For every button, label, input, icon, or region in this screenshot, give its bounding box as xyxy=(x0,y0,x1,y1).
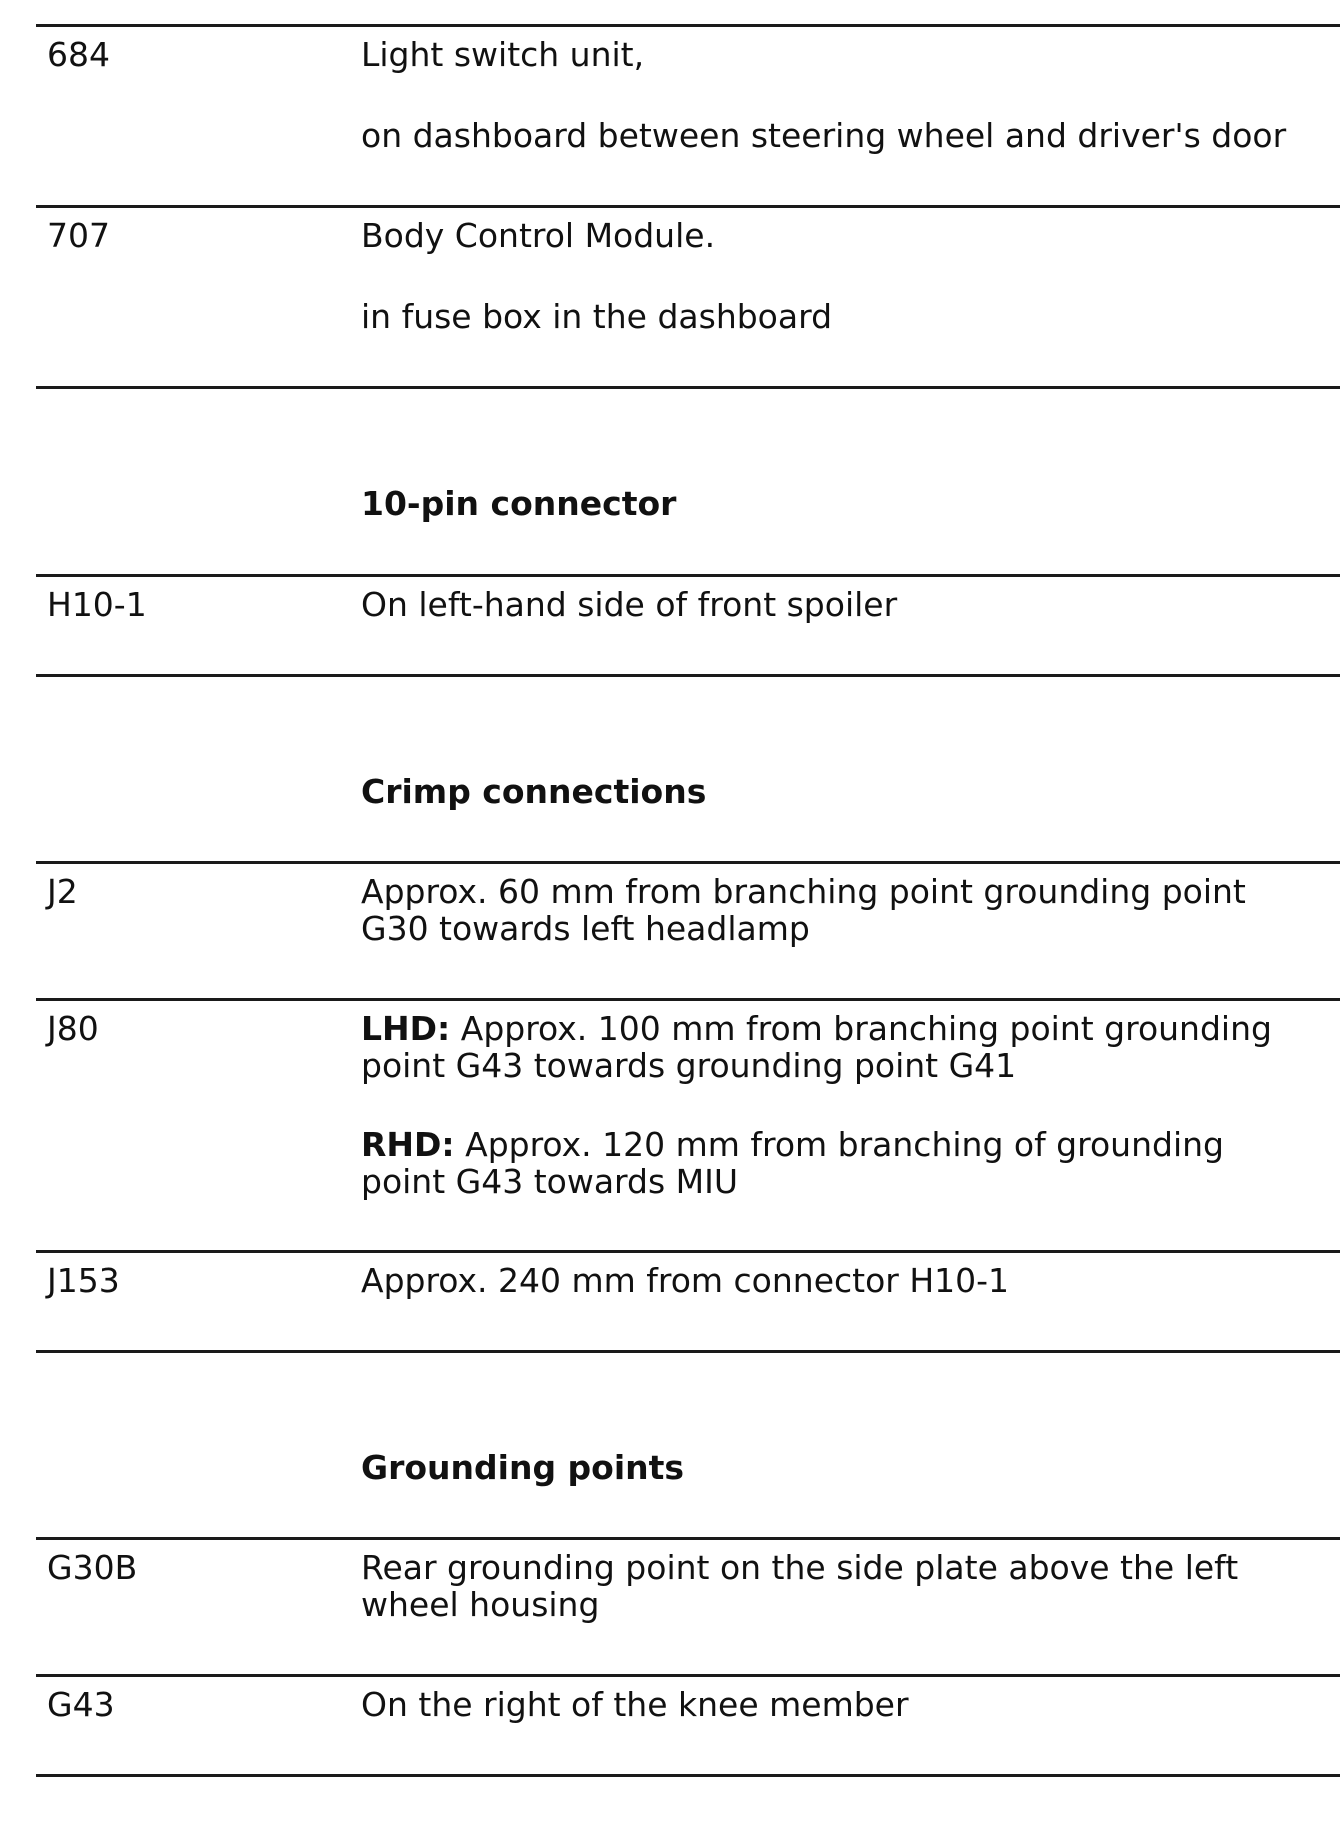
component-description xyxy=(361,586,1321,623)
component-code: G30B xyxy=(47,1548,138,1587)
component-code: G43 xyxy=(47,1685,115,1724)
rhd-text: Approx. 120 mm from branching of grounding xyxy=(454,1125,1224,1164)
section-heading-grounding: Grounding points xyxy=(361,1448,685,1487)
description-line: On the right of the knee member xyxy=(361,1685,909,1724)
table-rule xyxy=(36,574,1340,577)
component-code: J153 xyxy=(47,1261,120,1300)
component-description xyxy=(361,1010,1321,1200)
table-rule xyxy=(36,386,1340,389)
table-rule xyxy=(36,1350,1340,1353)
section-heading-crimp: Crimp connections xyxy=(361,772,707,811)
component-description xyxy=(361,36,1321,154)
description-line: in fuse box in the dashboard xyxy=(361,297,833,336)
table-rule xyxy=(36,1250,1340,1253)
component-description xyxy=(361,217,1321,335)
description-line: G30 towards left headlamp xyxy=(361,909,810,948)
description-line: On left-hand side of front spoiler xyxy=(361,585,898,624)
component-code: J2 xyxy=(47,872,78,911)
description-line: Body Control Module. xyxy=(361,216,716,255)
description-line: Approx. 60 mm from branching point grounding point xyxy=(361,872,1246,911)
table-rule xyxy=(36,998,1340,1001)
table-rule xyxy=(36,674,1340,677)
lhd-text: Approx. 100 mm from branching point grounding xyxy=(450,1009,1272,1048)
table-rule xyxy=(36,1774,1340,1777)
component-code: J80 xyxy=(47,1009,99,1048)
description-line xyxy=(361,1126,1321,1163)
description-line: point G43 towards MIU xyxy=(361,1162,739,1201)
rhd-label: RHD: xyxy=(361,1125,455,1164)
table-rule xyxy=(36,861,1340,864)
section-heading-connector: 10-pin connector xyxy=(361,484,677,523)
component-description xyxy=(361,873,1321,947)
component-code: 707 xyxy=(47,216,110,255)
description-line: point G43 towards grounding point G41 xyxy=(361,1046,1017,1085)
table-rule xyxy=(36,1537,1340,1540)
table-rule xyxy=(36,24,1340,27)
description-line: on dashboard between steering wheel and driver's door xyxy=(361,116,1287,155)
table-rule xyxy=(36,1674,1340,1677)
component-description xyxy=(361,1686,1321,1723)
table-rule xyxy=(36,205,1340,208)
description-line: Rear grounding point on the side plate above the left xyxy=(361,1548,1239,1587)
description-line: Light switch unit, xyxy=(361,35,645,74)
description-line xyxy=(361,1010,1321,1047)
lhd-label: LHD: xyxy=(361,1009,451,1048)
component-description xyxy=(361,1262,1321,1299)
component-description xyxy=(361,1549,1321,1623)
description-line: wheel housing xyxy=(361,1585,600,1624)
component-code: 684 xyxy=(47,35,110,74)
component-code: H10-1 xyxy=(47,585,147,624)
description-line: Approx. 240 mm from connector H10-1 xyxy=(361,1261,1010,1300)
